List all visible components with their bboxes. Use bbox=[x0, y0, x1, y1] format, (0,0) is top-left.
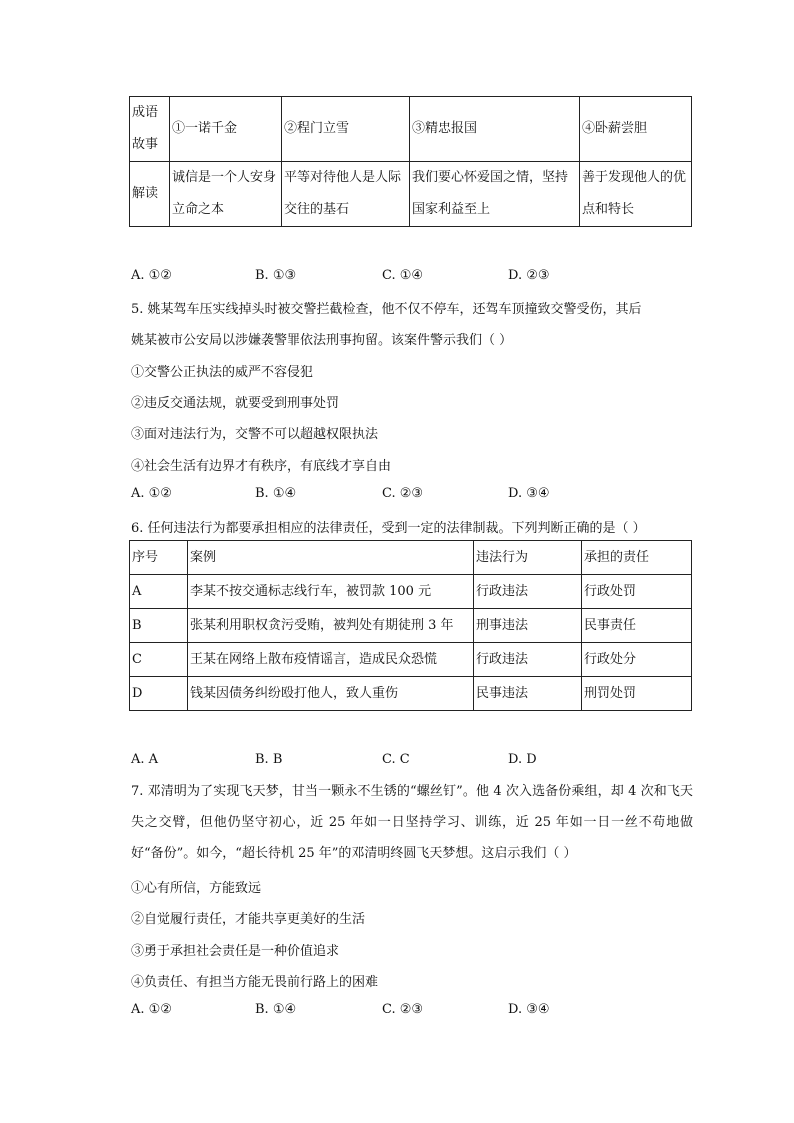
q5-item-3: ③面对违法行为，交警不可以超越权限执法 bbox=[131, 427, 379, 442]
option-b[interactable]: B. ①③ bbox=[255, 268, 297, 283]
table-cell: 民事责任 bbox=[582, 609, 692, 643]
table-cell: 钱某因债务纠纷殴打他人，致人重伤 bbox=[188, 677, 474, 711]
table-row bbox=[130, 162, 692, 227]
table-row bbox=[130, 677, 692, 711]
column-header: 承担的责任 bbox=[582, 541, 692, 575]
table-cell: 刑事违法 bbox=[474, 609, 582, 643]
table-cell: 行政违法 bbox=[474, 643, 582, 677]
table-cell: C bbox=[130, 643, 188, 677]
table-cell: 我们要心怀爱国之情，坚持国家利益至上 bbox=[410, 162, 580, 227]
q5-stem-line1: 5. 姚某驾车压实线掉头时被交警拦截检查，他不仅不停车，还驾车顶撞致交警受伤，其后 bbox=[131, 302, 642, 317]
table-cell: 行政处罚 bbox=[582, 575, 692, 609]
option-d[interactable]: D. ③④ bbox=[508, 1002, 550, 1017]
option-c[interactable]: C. ②③ bbox=[382, 486, 424, 501]
option-d[interactable]: D. D bbox=[508, 752, 537, 767]
table-row bbox=[130, 643, 692, 677]
table-cell: D bbox=[130, 677, 188, 711]
option-a[interactable]: A. ①② bbox=[131, 1002, 172, 1017]
table-cell: B bbox=[130, 609, 188, 643]
option-a[interactable]: A. ①② bbox=[131, 268, 172, 283]
q5-item-4: ④社会生活有边界才有秩序，有底线才享自由 bbox=[131, 459, 392, 474]
option-a[interactable]: A. A bbox=[131, 752, 159, 767]
q7-item-1: ①心有所信，方能致远 bbox=[131, 881, 262, 896]
q7-item-2: ②自觉履行责任，才能共享更美好的生活 bbox=[131, 912, 366, 927]
table-cell: 民事违法 bbox=[474, 677, 582, 711]
q5-options bbox=[131, 486, 691, 504]
option-b[interactable]: B. ①④ bbox=[255, 1002, 297, 1017]
table-row-header: 成语故事 bbox=[130, 97, 170, 162]
table-cell: ②程门立雪 bbox=[282, 97, 410, 162]
q5-item-2: ②违反交通法规，就要受到刑事处罚 bbox=[131, 396, 340, 411]
column-header: 序号 bbox=[130, 541, 188, 575]
table-cell: ③精忠报国 bbox=[410, 97, 580, 162]
table-cell: 李某不按交通标志线行车，被罚款 100 元 bbox=[188, 575, 474, 609]
table-cell: 刑罚处罚 bbox=[582, 677, 692, 711]
table-row bbox=[130, 97, 692, 162]
table-cell: 平等对待他人是人际交往的基石 bbox=[282, 162, 410, 227]
column-header: 违法行为 bbox=[474, 541, 582, 575]
table-row bbox=[130, 575, 692, 609]
q4-options bbox=[131, 268, 691, 286]
q7-item-3: ③勇于承担社会责任是一种价值追求 bbox=[131, 944, 340, 959]
table-cell: ①一诺千金 bbox=[170, 97, 282, 162]
table-cell: 行政处分 bbox=[582, 643, 692, 677]
table-cell: A bbox=[130, 575, 188, 609]
idiom-table bbox=[129, 96, 692, 227]
q6-options bbox=[131, 752, 691, 770]
q5-item-1: ①交警公正执法的威严不容侵犯 bbox=[131, 365, 314, 380]
option-b[interactable]: B. ①④ bbox=[255, 486, 297, 501]
option-c[interactable]: C. C bbox=[382, 752, 410, 767]
table-cell: 诚信是一个人安身立命之本 bbox=[170, 162, 282, 227]
table-header-row bbox=[130, 541, 692, 575]
table-row-header: 解读 bbox=[130, 162, 170, 227]
q5-stem-line2: 姚某被市公安局以涉嫌袭警罪依法刑事拘留。该案件警示我们（ ） bbox=[131, 333, 513, 348]
q7-stem: 7. 邓清明为了实现飞天梦，甘当一颗永不生锈的“螺丝钉”。他 4 次入选备份乘组，却 4 次和飞天失之交臂，但他仍坚守初心，近 25 年如一日坚持学习、训练，近 25 年如一日一丝不苟地做好“备份”。如今，“超长待机 25 年”的邓清明终圆飞天梦想。这启示我们（ ） bbox=[131, 784, 693, 861]
option-d[interactable]: D. ②③ bbox=[508, 268, 550, 283]
option-a[interactable]: A. ①② bbox=[131, 486, 172, 501]
table-cell: 王某在网络上散布疫情谣言，造成民众恐慌 bbox=[188, 643, 474, 677]
column-header: 案例 bbox=[188, 541, 474, 575]
q6-stem: 6. 任何违法行为都要承担相应的法律责任，受到一定的法律制裁。下列判断正确的是（ ） bbox=[131, 521, 646, 536]
table-cell: ④卧薪尝胆 bbox=[580, 97, 692, 162]
table-cell: 善于发现他人的优点和特长 bbox=[580, 162, 692, 227]
option-b[interactable]: B. B bbox=[255, 752, 283, 767]
option-c[interactable]: C. ②③ bbox=[382, 1002, 424, 1017]
option-c[interactable]: C. ①④ bbox=[382, 268, 424, 283]
q7-item-4: ④负责任、有担当方能无畏前行路上的困难 bbox=[131, 975, 379, 990]
table-cell: 行政违法 bbox=[474, 575, 582, 609]
case-table bbox=[129, 540, 692, 711]
table-row bbox=[130, 609, 692, 643]
table-cell: 张某利用职权贪污受贿，被判处有期徒刑 3 年 bbox=[188, 609, 474, 643]
option-d[interactable]: D. ③④ bbox=[508, 486, 550, 501]
q7-options bbox=[131, 1002, 691, 1020]
